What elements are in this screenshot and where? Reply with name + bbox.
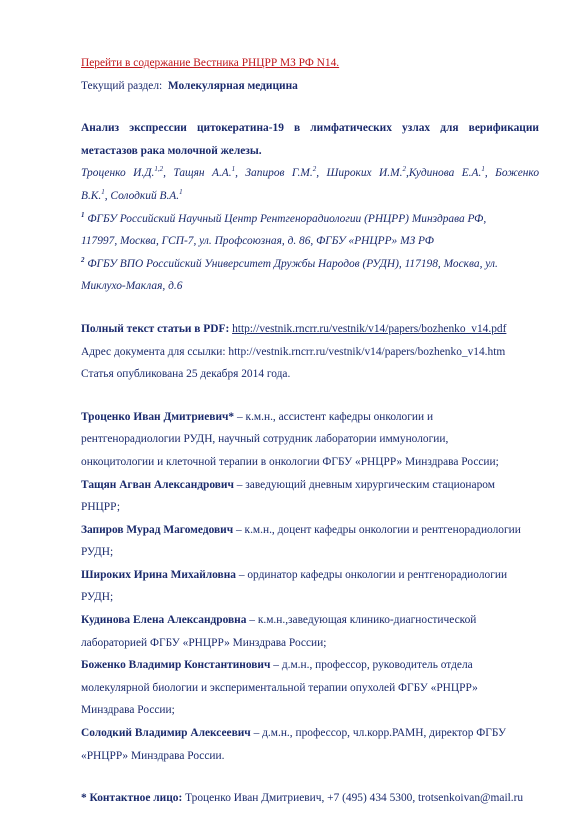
- article-title-line2: метастазов рака молочной железы.: [81, 144, 262, 157]
- authors-line1: Троценко И.Д.$^{1,2}$, Тащян А.А.$^1$, Запиров Г.М.$^2$, Широких И.М.$^2$,Кудинова Е.А.$^1$, Боженко: [81, 165, 540, 180]
- toc-line: [81, 52, 539, 75]
- bio-line: РУДН;: [81, 591, 114, 604]
- authors-l1-author: Широких И.М.: [326, 167, 403, 180]
- author-affiliation-sup: 1,2: [154, 165, 164, 174]
- contact-text: Троценко Иван Дмитриевич, +7 (495) 434 5300, trotsenkoivan@mail.ru: [182, 792, 524, 805]
- address-line: [81, 341, 539, 364]
- bio-line: онкоцитологии и клеточной терапии в онкологии ФГБУ «РНЦРР» Минздрава России;: [81, 455, 499, 468]
- pdf-label: Полный текст статьи в PDF:: [81, 322, 230, 335]
- bio-line: Широких Ирина Михайловна – ординатор кафедры онкологии и рентгенорадиологии: [81, 568, 508, 581]
- authors-l1-author: Кудинова Е.А.: [408, 167, 482, 180]
- author-bios: [81, 406, 539, 768]
- bio-line: РНЦРР;: [81, 501, 121, 514]
- bio-line: РУДН;: [81, 546, 114, 559]
- affiliation-1-line1: $^1$ ФГБУ Российский Научный Центр Рентгенорадиологии (РНЦРР) Минздрава РФ,: [81, 210, 487, 225]
- authors-l2-author: Солодкий В.А.: [110, 189, 180, 202]
- authors-l1-author: Троценко И.Д.: [81, 167, 155, 180]
- affiliation-2-line1: $^2$ ФГБУ ВПО Российский Университет Дружбы Народов (РУДН), 117198, Москва, ул.: [81, 255, 498, 270]
- toc-link[interactable]: Перейти в содержание Вестника РНЦРР МЗ РФ N14.: [81, 57, 340, 69]
- bio-name: Кудинова Елена Александровна: [81, 614, 247, 627]
- bio-line: молекулярной биологии и экспериментальной терапии опухолей ФГБУ «РНЦРР»: [81, 681, 478, 694]
- authors-line2: В.К.$^1$, Солодкий В.А.$^1$: [81, 187, 183, 202]
- document-page: [81, 52, 539, 810]
- author-affiliation-sup: 1: [101, 187, 105, 196]
- bio-name: Боженко Владимир Константинович: [81, 659, 271, 672]
- bio-line: «РНЦРР» Минздрава России.: [81, 749, 225, 762]
- bio-name: Запиров Мурад Магомедович: [81, 523, 234, 536]
- author-affiliation-sup: 1: [481, 165, 485, 174]
- authors-l1-author: Тащян А.А.: [173, 167, 232, 180]
- affiliation-1-number: 1: [81, 210, 85, 219]
- current-section: [81, 75, 539, 98]
- bio-line: лабораторией ФГБУ «РНЦРР» Минздрава России;: [81, 636, 327, 649]
- bio-line: Солодкий Владимир Алексеевич – д.м.н., профессор, чл.корр.РАМН, директор ФГБУ: [81, 727, 507, 740]
- contact-label: * Контактное лицо:: [81, 792, 183, 805]
- pdf-link[interactable]: http://vestnik.rncrr.ru/vestnik/v14/papers/bozhenko_v14.pdf: [232, 322, 507, 335]
- author-affiliation-sup: 1: [179, 187, 183, 196]
- bio-name: Тащян Агван Александрович: [81, 478, 234, 491]
- contact-line: [81, 787, 539, 810]
- author-affiliation-sup: 2: [312, 165, 317, 174]
- address-label: Адрес документа для ссылки:: [81, 345, 226, 358]
- author-affiliation-sup: 2: [402, 165, 406, 174]
- bio-line: Троценко Иван Дмитриевич* – к.м.н., ассистент кафедры онкологии и: [81, 410, 434, 423]
- authors-l1-author: Боженко: [495, 167, 540, 180]
- bio-line: Минздрава России;: [81, 704, 175, 717]
- pdf-link-line: [81, 318, 539, 341]
- bio-name: Солодкий Владимир Алексеевич: [81, 727, 251, 740]
- affiliation-1-line2: 117997, Москва, ГСП-7, ул. Профсоюзная, д. 86, ФГБУ «РНЦРР» МЗ РФ: [81, 235, 434, 248]
- bio-line: Боженко Владимир Константинович – д.м.н., профессор, руководитель отдела: [81, 659, 473, 672]
- authors-l2-author: В.К.: [81, 189, 102, 202]
- section-label: Текущий раздел:: [81, 79, 163, 92]
- section-name: Молекулярная медицина: [167, 79, 298, 92]
- authors-l1-author: Запиров Г.М.: [245, 167, 313, 180]
- bio-name: Широких Ирина Михайловна: [81, 568, 236, 581]
- bio-name: Троценко Иван Дмитриевич*: [81, 410, 235, 423]
- affiliation-2-line2: Миклухо-Маклая, д.6: [81, 280, 183, 293]
- bio-line: рентгенорадиологии РУДН, научный сотрудник лаборатории иммунологии,: [81, 433, 449, 446]
- article-title-line1: Анализ экспрессии цитокератина-19 в лимфатических узлах для верификации: [81, 122, 539, 135]
- bio-line: Тащян Агван Александрович – заведующий дневным хирургическим стационаром: [81, 478, 495, 491]
- affiliation-2-number: 2: [81, 255, 85, 264]
- address-url: http://vestnik.rncrr.ru/vestnik/v14/papers/bozhenko_v14.htm: [228, 345, 506, 358]
- author-affiliation-sup: 1: [231, 165, 236, 174]
- published-date: Статья опубликована 25 декабря 2014 года.: [81, 368, 291, 381]
- bio-line: Запиров Мурад Магомедович – к.м.н., доцент кафедры онкологии и рентгенорадиологии: [81, 523, 521, 536]
- bio-line: Кудинова Елена Александровна – к.м.н.,заведующая клинико-диагностической: [81, 614, 477, 627]
